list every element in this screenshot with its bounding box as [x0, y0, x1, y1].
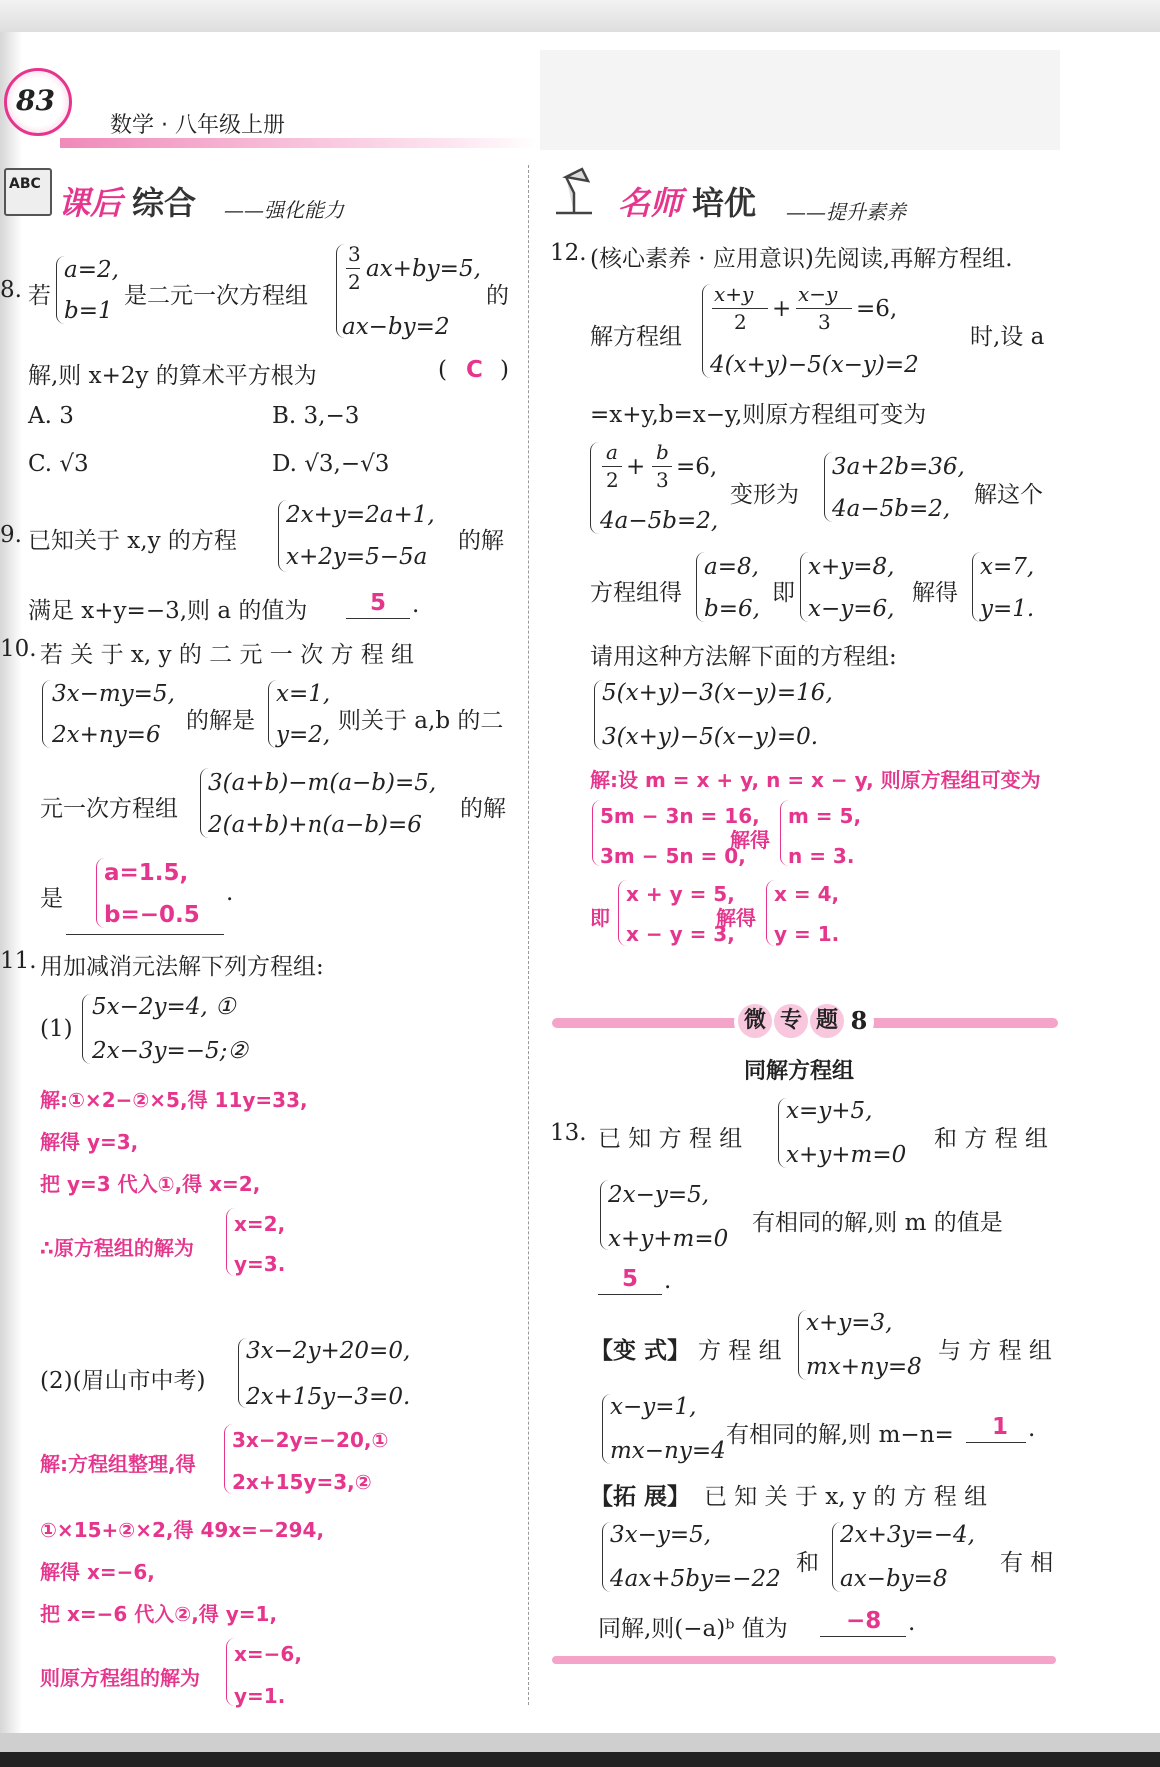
- q12-l1-post: 时,设 a: [970, 324, 1045, 350]
- q8-frac-num: 3: [348, 242, 361, 266]
- q12-s2: b=6,: [704, 596, 760, 622]
- q12-f1-den: 2: [734, 310, 747, 334]
- q11-p1-final-1: x=2,: [234, 1212, 286, 1236]
- q13-number: 13.: [550, 1120, 587, 1146]
- q12-sol-pre2: 即: [590, 906, 610, 930]
- q12-eq4: 4a−5b=2,: [600, 508, 719, 534]
- q11-p2-eq2: 2x+15y−3=0.: [246, 1384, 411, 1410]
- q12-eq1-tail: =6,: [856, 296, 898, 322]
- q12-f4-bar: [652, 466, 672, 467]
- q13-l2-post: 有相同的解,则 m 的值是: [752, 1210, 1003, 1236]
- q13-l1: 已 知 方 程 组: [598, 1126, 743, 1152]
- q11-p2-final-pre: 则原方程组的解为: [40, 1666, 200, 1690]
- q12-sol-r4: y = 1.: [774, 922, 840, 946]
- q8-sol-a: a=2,: [64, 257, 119, 283]
- q11-title: 用加减消元法解下列方程组:: [40, 954, 324, 980]
- q11-p1-eq2: 2x−3y=−5;②: [92, 1038, 249, 1064]
- q13-answer: 5: [622, 1266, 639, 1292]
- q8-paren-r: ): [500, 357, 509, 383]
- q13-variant-eq4: mx−ny=4: [610, 1438, 726, 1464]
- q9-answer: 5: [370, 590, 387, 616]
- book-title: 数学 · 八年级上册: [110, 113, 285, 138]
- q10-answer-2: b=−0.5: [104, 902, 200, 928]
- abc-icon-label: ABC: [9, 176, 41, 192]
- q11-p1-sol-2: 解得 y=3,: [40, 1130, 139, 1154]
- q8-eq2: ax−by=2: [342, 314, 450, 340]
- q8-option-d: D. √3,−√3: [272, 451, 390, 477]
- q10-answer-1: a=1.5,: [104, 860, 189, 886]
- q13-extension-eq2: 4ax+5by=−22: [610, 1566, 781, 1592]
- q10-line3-pre: 元一次方程组: [40, 796, 178, 822]
- q13-extension-end: .: [908, 1610, 916, 1636]
- q10-end: .: [226, 880, 234, 906]
- q13-extension-eq4: ax−by=8: [840, 1566, 948, 1592]
- q13-eq1: x=y+5,: [786, 1098, 873, 1124]
- q9-pre: 已知关于 x,y 的方程: [28, 528, 237, 554]
- q9-eq1: 2x+y=2a+1,: [286, 502, 435, 528]
- q12-eq7: 5(x+y)−3(x−y)=16,: [602, 680, 833, 706]
- q11-p2-sol-eq1: 3x−2y=−20,①: [232, 1428, 389, 1452]
- header-band: [540, 50, 1060, 150]
- q11-p1-brace: [82, 994, 91, 1064]
- q8-line2: 解,则 x+2y 的算术平方根为: [28, 363, 317, 389]
- q12-f1-bar: [712, 308, 768, 309]
- left-section-subtitle: ——强化能力: [224, 198, 344, 222]
- q8-frac-bar: [346, 268, 360, 269]
- q8-sol-b: b=1: [64, 298, 113, 324]
- q10-number: 10.: [0, 636, 37, 662]
- q11-number: 11.: [0, 948, 37, 974]
- q12-eq5: 3a+2b=36,: [832, 454, 965, 480]
- special-bottom-rule: [552, 1656, 1056, 1664]
- special-banner-char-3: 题: [810, 1004, 844, 1038]
- q12-f3-num: a: [606, 440, 618, 464]
- q13-variant-eq1: x+y=3,: [806, 1310, 893, 1336]
- q10-line1: 若 关 于 x, y 的 二 元 一 次 方 程 组: [40, 642, 415, 668]
- q12-sol-r1: m = 5,: [788, 804, 862, 828]
- q11-p2-eq1: 3x−2y+20=0,: [246, 1338, 411, 1364]
- q12-s3: x+y=8,: [808, 554, 895, 580]
- q13-variant-answer: 1: [992, 1414, 1009, 1440]
- q13-variant-pre: 方 程 组: [698, 1338, 782, 1364]
- right-section-subtitle: ——提升素养: [786, 200, 906, 224]
- q11-p2-sol-3: 把 x=−6 代入②,得 y=1,: [40, 1602, 278, 1626]
- special-banner-char-2: 专: [774, 1004, 808, 1038]
- q13-extension-answer: −8: [846, 1608, 882, 1634]
- q12-l5: 请用这种方法解下面的方程组:: [590, 644, 897, 670]
- q13-variant-post2: 有相同的解,则 m−n=: [726, 1422, 954, 1448]
- q12-number: 12.: [550, 240, 587, 266]
- q10-sol1: x=1,: [276, 681, 331, 707]
- q13-extension-eq3: 2x+3y=−4,: [840, 1522, 975, 1548]
- q13-eq3: 2x−y=5,: [608, 1182, 710, 1208]
- bottom-bar: [0, 1752, 1160, 1767]
- left-section-title-a: 课后: [58, 184, 123, 222]
- q12-l4-mid: 即: [772, 580, 795, 606]
- q12-f2-bar: [796, 308, 852, 309]
- q13-extension-eq1: 3x−y=5,: [610, 1522, 712, 1548]
- q8-pre: 若: [28, 283, 51, 309]
- q8-option-b: B. 3,−3: [272, 403, 360, 429]
- q12-f1-num: x+y: [714, 282, 754, 306]
- q12-f2-den: 3: [818, 310, 831, 334]
- q11-p1-sol-1: 解:①×2−②×5,得 11y=33,: [40, 1088, 308, 1112]
- q12-f3-bar: [602, 466, 622, 467]
- q9-post: 的解: [458, 528, 504, 554]
- q8-answer: C: [466, 357, 483, 383]
- q11-p2-sol-eq2: 2x+15y=3,②: [232, 1470, 372, 1494]
- top-frame: [0, 0, 1160, 32]
- q11-p1-final-pre: ∴原方程组的解为: [40, 1236, 194, 1260]
- q10-answer-line: [66, 908, 224, 935]
- q10-post: 则关于 a,b 的二: [338, 708, 504, 734]
- q10-line3-post: 的解: [460, 796, 506, 822]
- special-title: 同解方程组: [744, 1059, 855, 1084]
- right-section-title-b: 培优: [692, 184, 757, 222]
- q12-l3-mid: 变形为: [730, 482, 799, 508]
- q8-option-a: A. 3: [28, 403, 74, 429]
- q12-sol-e2: 3m − 5n = 0,: [600, 844, 746, 868]
- q11-p2-sol-1: ①×15+②×2,得 49x=−294,: [40, 1518, 325, 1542]
- q12-eq3-tail: =6,: [676, 454, 718, 480]
- q9-line2: 满足 x+y=−3,则 a 的值为: [28, 598, 308, 624]
- q12-sol-mid: 解得: [730, 828, 770, 852]
- right-section-title-a: 名师: [618, 184, 683, 222]
- q12-sol-mid2: 解得: [716, 906, 756, 930]
- q12-sol-e3: x + y = 5,: [626, 882, 735, 906]
- q13-extension-post: 有 相: [1000, 1550, 1054, 1576]
- q12-f4-den: 3: [656, 468, 669, 492]
- special-banner-char-1: 微: [738, 1004, 772, 1038]
- q12-s5: x=7,: [980, 554, 1035, 580]
- q9-eq2: x+2y=5−5a: [286, 544, 428, 570]
- q12-f2-num: x−y: [798, 282, 838, 306]
- q11-p1-final-2: y=3.: [234, 1252, 286, 1276]
- q12-l1-pre: 解方程组: [590, 324, 682, 350]
- q12-eq2: 4(x+y)−5(x−y)=2: [710, 352, 919, 378]
- q10-sol2: y=2,: [276, 722, 331, 748]
- q13-extension-mid: 和: [796, 1550, 819, 1576]
- header-rule: [60, 138, 540, 148]
- lamp-icon: [548, 165, 604, 217]
- q13-end: .: [664, 1268, 672, 1294]
- q10-line4-pre: 是: [40, 886, 63, 912]
- q13-variant-eq2: mx+ny=8: [806, 1354, 922, 1380]
- q10-mid: 的解是: [186, 708, 255, 734]
- q12-l3-post: 解这个: [974, 482, 1043, 508]
- q10-eq1: 3x−my=5,: [52, 681, 175, 707]
- q8-post: 的: [486, 283, 509, 309]
- q8-eq1: ax+by=5,: [366, 256, 481, 282]
- q12-f4-num: b: [656, 440, 669, 464]
- q12-sol-r3: x = 4,: [774, 882, 840, 906]
- q13-variant-post: 与 方 程 组: [938, 1338, 1052, 1364]
- q10-eq4: 2(a+b)+n(a−b)=6: [208, 812, 422, 838]
- q10-eq3: 3(a+b)−m(a−b)=5,: [208, 770, 437, 796]
- q11-p1-eq1: 5x−2y=4, ①: [92, 994, 236, 1020]
- q11-p2-sol-pre: 解:方程组整理,得: [40, 1452, 196, 1476]
- q12-eq8: 3(x+y)−5(x−y)=0.: [602, 724, 819, 750]
- q13-extension-pre: 已 知 关 于 x, y 的 方 程 组: [704, 1484, 988, 1510]
- q12-l4-mid2: 解得: [912, 580, 958, 606]
- q13-l1-post: 和 方 程 组: [934, 1126, 1048, 1152]
- q8-option-c: C. √3: [28, 451, 89, 477]
- q12-plus: +: [772, 296, 792, 322]
- page-number: 83: [16, 84, 55, 117]
- q8-mid: 是二元一次方程组: [124, 283, 308, 309]
- q12-f3-den: 2: [606, 468, 619, 492]
- q9-end: .: [412, 592, 420, 618]
- q13-extension-l3: 同解,则(−a)ᵇ 值为: [598, 1616, 788, 1642]
- q12-sol-e4: x − y = 3,: [626, 922, 735, 946]
- q13-variant-eq3: x−y=1,: [610, 1394, 697, 1420]
- q13-variant-label: 【变 式】: [590, 1338, 691, 1364]
- q12-sol-e1: 5m − 3n = 16,: [600, 804, 760, 828]
- q11-p1-label: (1): [40, 1016, 73, 1042]
- column-divider: [528, 165, 529, 1705]
- q13-extension-label: 【拓 展】: [590, 1484, 691, 1510]
- q11-p2-label: (2)(眉山市中考): [40, 1368, 206, 1394]
- q12-sol-r2: n = 3.: [788, 844, 855, 868]
- q12-s1: a=8,: [704, 554, 759, 580]
- q12-l2: =x+y,b=x−y,则原方程组可变为: [590, 402, 927, 428]
- q12-sol-line: 解:设 m = x + y, n = x − y, 则原方程组可变为: [590, 768, 1041, 792]
- q9-number: 9.: [0, 522, 22, 548]
- q10-brace-1: [42, 680, 51, 748]
- q13-eq4: x+y+m=0: [608, 1226, 729, 1252]
- q13-eq2: x+y+m=0: [786, 1142, 907, 1168]
- q11-p2-sol-2: 解得 x=−6,: [40, 1560, 155, 1584]
- q11-p2-final-2: y=1.: [234, 1684, 286, 1708]
- left-section-title-b: 综合: [132, 184, 197, 222]
- q12-title: (核心素养 · 应用意识)先阅读,再解方程组.: [590, 246, 1013, 272]
- q12-brace-2: [590, 442, 599, 534]
- q12-plus-2: +: [626, 454, 646, 480]
- q8-frac-den: 2: [348, 270, 361, 294]
- q13-variant-end: .: [1028, 1416, 1036, 1442]
- q10-eq2: 2x+ny=6: [52, 722, 161, 748]
- q12-l4-pre: 方程组得: [590, 580, 682, 606]
- q8-number: 8.: [0, 277, 22, 303]
- q11-p1-sol-3: 把 y=3 代入①,得 x=2,: [40, 1172, 261, 1196]
- q12-eq6: 4a−5b=2,: [832, 496, 951, 522]
- q8-paren-l: (: [438, 357, 447, 383]
- q12-s6: y=1.: [980, 596, 1035, 622]
- special-banner-number: 8: [850, 1006, 868, 1035]
- q12-s4: x−y=6,: [808, 596, 895, 622]
- q11-p2-final-1: x=−6,: [234, 1642, 302, 1666]
